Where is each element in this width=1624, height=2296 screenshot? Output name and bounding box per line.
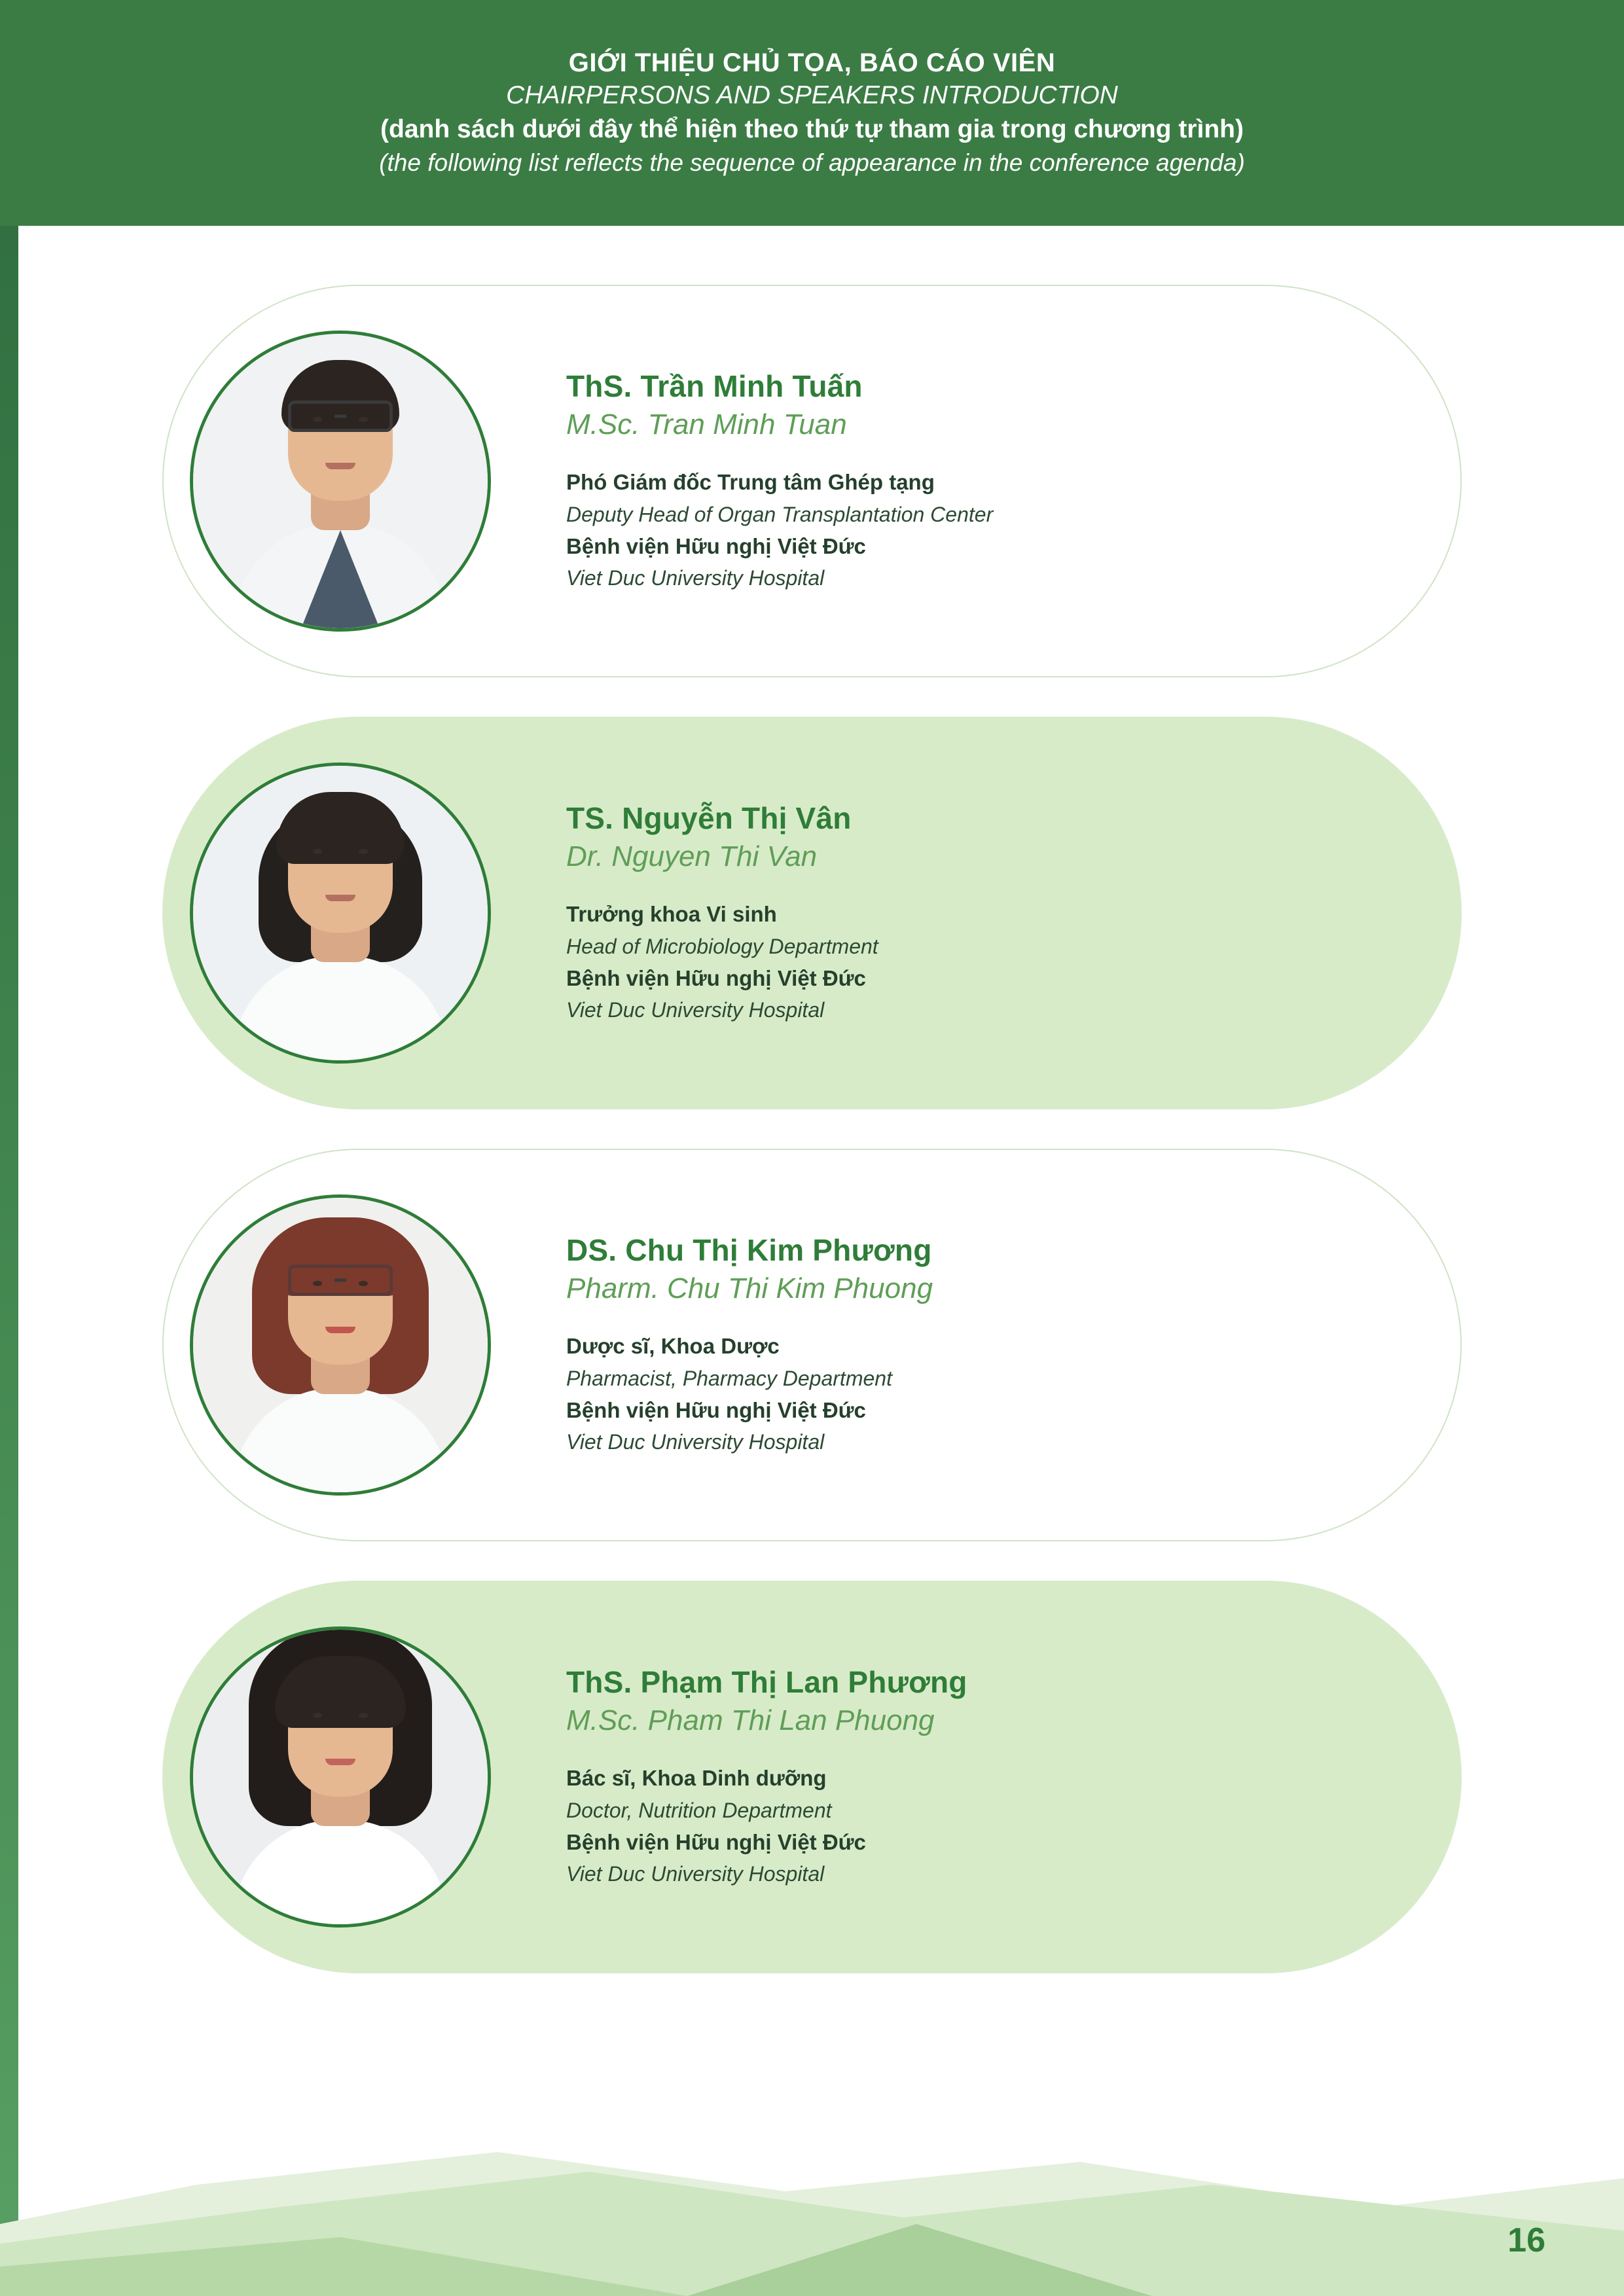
speaker-info: [566, 1232, 1460, 1458]
portrait-woman-short-hair-white-coat-icon: [193, 766, 488, 1060]
portrait-woman-glasses-red-hair-icon: [193, 1198, 488, 1492]
speaker-role-en: Head of Microbiology Department: [566, 934, 878, 958]
portrait-man-glasses-white-coat-icon: [193, 334, 488, 628]
speaker-card-list: [0, 226, 1624, 1973]
speaker-name-en: M.Sc. Pham Thi Lan Phuong: [566, 1704, 935, 1737]
speaker-role-en: Deputy Head of Organ Transplantation Center: [566, 502, 994, 526]
speaker-name-vi: ThS. Trần Minh Tuấn: [566, 368, 863, 403]
page-header: [0, 0, 1624, 226]
speaker-role-vi: Dược sĩ, Khoa Dược: [566, 1334, 780, 1359]
speaker-card: [162, 1149, 1462, 1541]
header-subtitle-vi: (danh sách dưới đây thể hiện theo thứ tự tham gia trong chương trình): [380, 115, 1244, 143]
speaker-org-en: Viet Duc University Hospital: [566, 1430, 825, 1454]
speaker-org-vi: Bệnh viện Hữu nghị Việt Đức: [566, 1397, 866, 1422]
avatar: [190, 1194, 491, 1496]
avatar: [190, 762, 491, 1064]
speaker-role-en: Doctor, Nutrition Department: [566, 1798, 832, 1822]
footer-decoration: [0, 2145, 1624, 2296]
speaker-name-vi: TS. Nguyễn Thị Vân: [566, 800, 852, 835]
speaker-org-vi: Bệnh viện Hữu nghị Việt Đức: [566, 1829, 866, 1854]
speaker-info: [566, 1664, 1460, 1890]
speaker-info: [566, 368, 1460, 594]
speaker-org-vi: Bệnh viện Hữu nghị Việt Đức: [566, 965, 866, 990]
speaker-name-en: Pharm. Chu Thi Kim Phuong: [566, 1272, 933, 1305]
speaker-org-en: Viet Duc University Hospital: [566, 566, 825, 590]
avatar: [190, 331, 491, 632]
speaker-card: [162, 1581, 1462, 1973]
speaker-name-vi: DS. Chu Thị Kim Phương: [566, 1232, 932, 1267]
header-subtitle-en: (the following list reflects the sequence of appearance in the conference agenda): [379, 149, 1245, 177]
speaker-info: [566, 800, 1460, 1026]
speaker-role-vi: Trưởng khoa Vi sinh: [566, 902, 777, 927]
speaker-name-en: Dr. Nguyen Thi Van: [566, 840, 818, 873]
speaker-org-en: Viet Duc University Hospital: [566, 998, 825, 1022]
speaker-org-vi: Bệnh viện Hữu nghị Việt Đức: [566, 533, 866, 558]
avatar: [190, 1626, 491, 1928]
speaker-name-en: M.Sc. Tran Minh Tuan: [566, 408, 847, 441]
header-title-en: CHAIRPERSONS AND SPEAKERS INTRODUCTION: [506, 81, 1118, 109]
portrait-woman-long-hair-white-coat-icon: [193, 1630, 488, 1924]
page-number: 16: [1507, 2221, 1545, 2259]
speaker-role-en: Pharmacist, Pharmacy Department: [566, 1366, 892, 1390]
speaker-name-vi: ThS. Phạm Thị Lan Phương: [566, 1664, 967, 1699]
footer-shape-icon: [0, 2145, 1624, 2296]
speaker-card: [162, 285, 1462, 677]
speaker-role-vi: Bác sĩ, Khoa Dinh dưỡng: [566, 1766, 827, 1791]
speaker-org-en: Viet Duc University Hospital: [566, 1862, 825, 1886]
speaker-card: [162, 717, 1462, 1109]
header-title-vi: GIỚI THIỆU CHỦ TỌA, BÁO CÁO VIÊN: [568, 48, 1056, 77]
speaker-role-vi: Phó Giám đốc Trung tâm Ghép tạng: [566, 470, 935, 495]
